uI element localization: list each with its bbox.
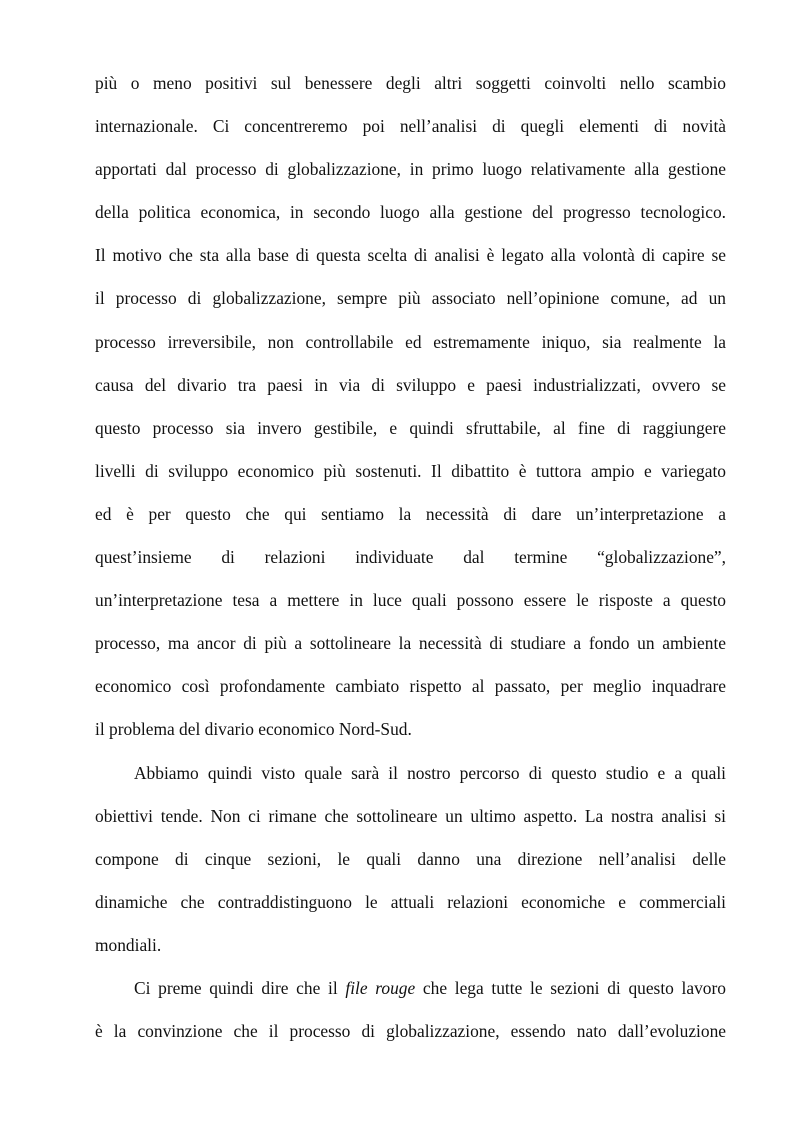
paragraph-3: [95, 967, 726, 1053]
text-line: Abbiamo quindi visto quale sarà il nostro percorso di questo studio e a quali: [134, 762, 726, 783]
text-line: è la convinzione che il processo di globalizzazione, essendo nato dall’evoluzione: [95, 1021, 726, 1042]
text-line: il problema del divario economico Nord-Sud.: [95, 719, 412, 740]
paragraph-1: [95, 62, 726, 752]
text-line: più o meno positivi sul benessere degli altri soggetti coinvolti nello scambio: [95, 73, 726, 93]
text-line: economico così profondamente cambiato rispetto al passato, per meglio inquadrare: [95, 676, 726, 697]
text-line: ed è per questo che qui sentiamo la necessità di dare un’interpretazione a: [95, 503, 726, 524]
italic-term: file rouge: [345, 977, 416, 998]
body-text: [95, 62, 726, 1053]
text-run: Ci preme quindi dire che il: [134, 977, 346, 998]
text-line: Il motivo che sta alla base di questa scelta di analisi è legato alla volontà di capire se: [95, 245, 726, 266]
text-run: che lega tutte le sezioni di questo lavoro: [415, 977, 726, 998]
text-line: della politica economica, in secondo luogo alla gestione del progresso tecnologico.: [95, 202, 726, 223]
paragraph-2: [95, 752, 726, 967]
text-line: dinamiche che contraddistinguono le attuali relazioni economiche e commerciali: [95, 891, 726, 912]
text-line: compone di cinque sezioni, le quali danno una direzione nell’analisi delle: [95, 848, 726, 869]
text-line: causa del divario tra paesi in via di sviluppo e paesi industrializzati, ovvero se: [95, 374, 726, 395]
text-line: quest’insieme di relazioni individuate dal termine “globalizzazione”,: [95, 547, 726, 568]
text-line: livelli di sviluppo economico più sostenuti. Il dibattito è tuttora ampio e variegato: [95, 460, 726, 481]
text-line: obiettivi tende. Non ci rimane che sottolineare un ultimo aspetto. La nostra analisi si: [95, 805, 726, 826]
text-line: processo, ma ancor di più a sottolineare la necessità di studiare a fondo un ambiente: [95, 633, 726, 654]
text-line: [95, 967, 726, 1010]
text-line: mondiali.: [95, 934, 162, 955]
text-line: processo irreversibile, non controllabile ed estremamente iniquo, sia realmente la: [95, 331, 726, 352]
text-line: apportati dal processo di globalizzazione, in primo luogo relativamente alla gestione: [95, 159, 726, 180]
text-line: internazionale. Ci concentreremo poi nell’analisi di quegli elementi di novità: [95, 116, 726, 137]
text-line: un’interpretazione tesa a mettere in luce quali possono essere le risposte a questo: [95, 590, 726, 611]
text-line: il processo di globalizzazione, sempre più associato nell’opinione comune, ad un: [95, 288, 726, 309]
text-line: questo processo sia invero gestibile, e quindi sfruttabile, al fine di raggiungere: [95, 417, 726, 438]
